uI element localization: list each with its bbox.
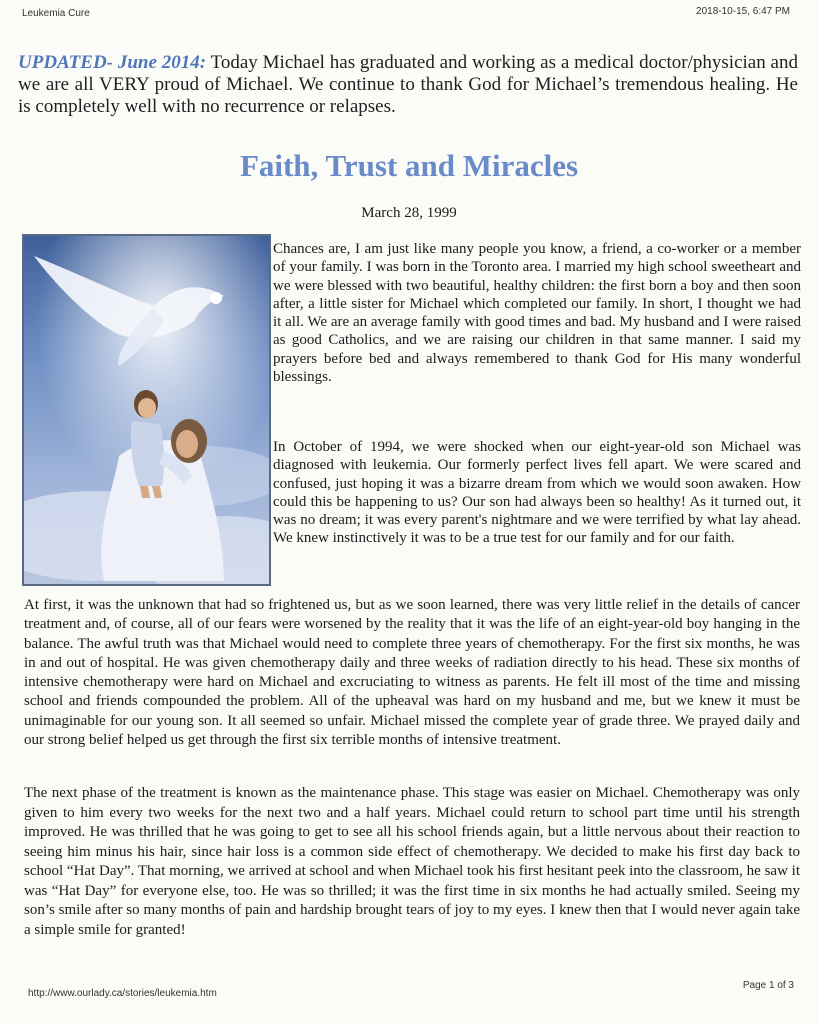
update-notice — [18, 52, 798, 118]
footer-page-number: Page 1 of 3 — [742, 980, 794, 991]
update-label: UPDATED- June 2014: — [18, 52, 207, 73]
footer-url-link[interactable]: http://www.ourlady.ca/stories/leukemia.htm — [28, 988, 217, 999]
update-text: Today Michael has graduated and working as a medical doctor/physician and we are all VERY proud of Michael. We continue to thank God for Michael’s tremendous healing. He is completely well with no recurrence or relapses. — [18, 52, 798, 117]
header-timestamp: 2018-10-15, 6:47 PM — [696, 6, 790, 17]
paragraph-3: At first, it was the unknown that had so frightened us, but as we soon learned, there was very little relief in the details of cancer treatment and, of course, all of our fears were worsened by the reality that it was the life of an eight-year-old boy hanging in the balance. The awful truth was that Michael would need to complete three years of chemotherapy. For the first six months, he was in and out of hospital. He was given chemotherapy daily and three weeks of radiation directly to his head. These six months of intensive chemotherapy were hard on Michael and excruciating to witness as parents. He felt ill most of the time and missing school and friends compounded the problem. All of the upheaval was hard on my husband and me, but we knew it must be unimaginable for our young son. It all seemed so unfair. Michael missed the complete year of grade three. We prayed daily and our strong belief helped us get through the first six terrible months of intensive treatment. — [24, 597, 800, 749]
paragraph-2: In October of 1994, we were shocked when our eight-year-old son Michael was diagnosed with leukemia. Our formerly perfect lives fell apart. We were scared and confused, just hoping it was a bizarre dream from which we would soon awaken. How could this be happening to us? Our son had always been so healthy! As it turned out, it was no dream; it was every parent's nightmare and we were terrified by what lay ahead. We knew instinctively it was to be a true test for our family and for our faith. — [273, 439, 801, 547]
paragraph-4: The next phase of the treatment is known as the maintenance phase. This stage was easier on Michael. Chemotherapy was only given to him every two weeks for the next two and a half years. Michael could return to school part time until his strength improved. He was thrilled that he was going to get to see all his school friends again, but a little nervous about their reaction to seeing him minus his hair, since hair loss is a common side effect of chemotherapy. We decided to make his first day back to school “Hat Day”. That morning, we arrived at school and when Michael took his first hesitant peek into the classroom, he saw it was “Hat Day” for everyone else, too. He was so thrilled; it was the first time in six months he had actually smiled. Seeing my son’s smile after so many months of pain and hardship brought tears of joy to my eyes. I knew then that I would never again take a simple smile for granted! — [24, 785, 800, 938]
header-site-title: Leukemia Cure — [22, 8, 90, 19]
article-date: March 28, 1999 — [361, 205, 457, 221]
paragraph-1: Chances are, I am just like many people you know, a friend, a co-worker or a member of your family. I was born in the Toronto area. I married my high school sweetheart and we were blessed with two beautiful, healthy children: the first born a boy and then soon after, a little sister for Michael which completed our family. In short, I thought we had it all. We are an average family with good times and bad. My husband and I were raised as good Catholics, and we are raising our children in that same manner. I said my prayers before bed and always remembered to thank God for His many wonderful blessings. — [273, 241, 801, 386]
dove-jesus-child-image — [22, 234, 271, 586]
article-title: Faith, Trust and Miracles — [239, 148, 579, 183]
